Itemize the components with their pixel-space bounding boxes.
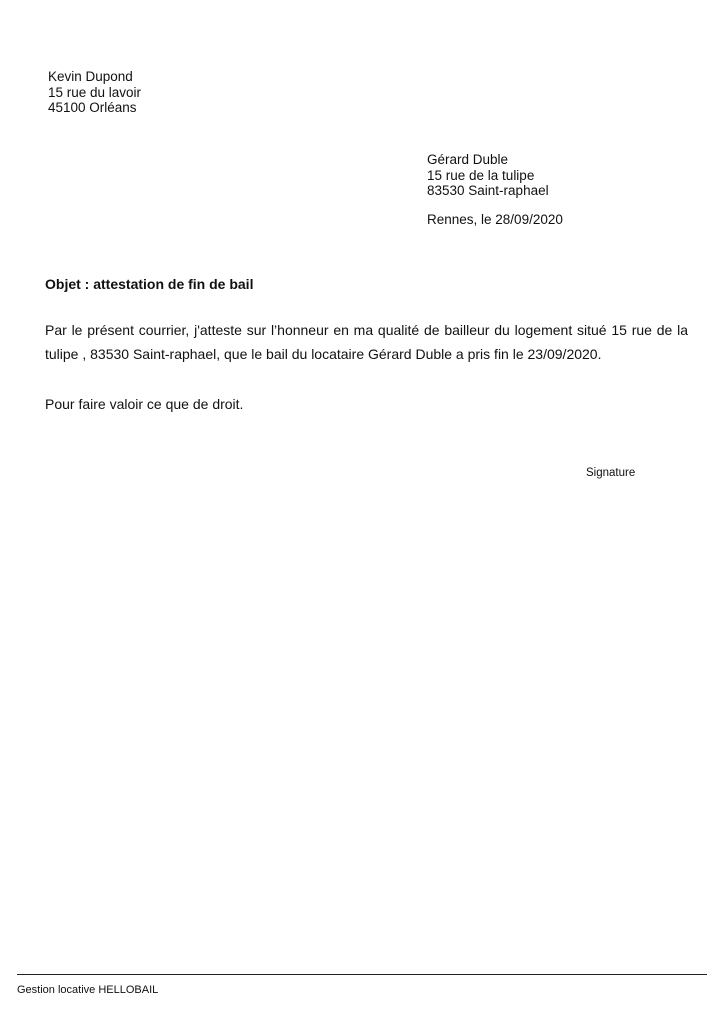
letter-subject: Objet : attestation de fin de bail — [45, 276, 254, 292]
sender-city: 45100 Orléans — [48, 100, 137, 115]
recipient-city: 83530 Saint-raphael — [427, 183, 549, 198]
footer-text: Gestion locative HELLOBAIL — [17, 984, 159, 996]
recipient-address-block — [427, 152, 549, 199]
closing-sentence: Pour faire valoir ce que de droit. — [45, 396, 244, 412]
footer-divider — [17, 974, 707, 975]
sender-street: 15 rue du lavoir — [48, 84, 142, 100]
recipient-name: Gérard Duble — [427, 152, 509, 167]
recipient-street: 15 rue de la tulipe — [427, 167, 535, 183]
letter-body-paragraph: Par le présent courrier, j'atteste sur l’honneur en ma qualité de bailleur du logement situé 15 rue de la tulipe , 83530 Saint-raphael, que le bail du locataire Gérard Duble a pris fin le 23/09/2020. — [45, 322, 688, 362]
place-date-line: Rennes, le 28/09/2020 — [427, 212, 563, 227]
signature-label: Signature — [586, 467, 636, 479]
sender-address-block — [48, 69, 141, 116]
sender-name: Kevin Dupond — [48, 69, 133, 84]
